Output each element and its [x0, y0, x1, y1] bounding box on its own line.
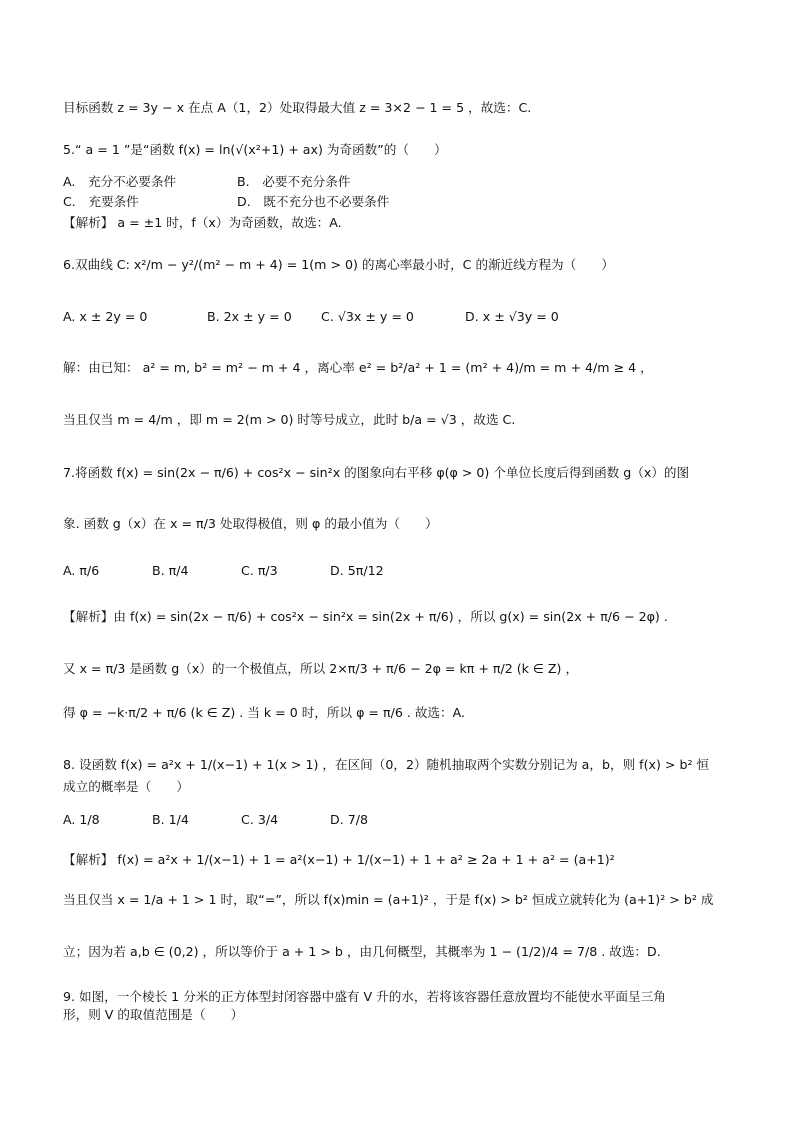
option-b: B. π/4 — [152, 563, 189, 578]
question-7-cont: 象. 函数 g（x）在 x = π/3 处取得极值，则 φ 的最小值为（ ） — [63, 516, 438, 531]
options-row — [63, 561, 754, 581]
solution-line: 又 x = π/3 是函数 g（x）的一个极值点，所以 2×π/3 + π/6 − 2φ = kπ + π/2 (k ∈ Z) ， — [63, 661, 579, 676]
options-row — [63, 192, 754, 212]
option-d: D. x ± √3y = 0 — [465, 309, 559, 324]
solution-line: 【解析】由 f(x) = sin(2x − π/6) + cos²x − sin²x = sin(2x + π/6) ，所以 g(x) = sin(2x + π/6 − 2φ) . — [63, 609, 668, 624]
option-d: D. 7/8 — [330, 812, 369, 827]
solution-line: 立；因为若 a,b ∈ (0,2) ，所以等价于 a + 1 > b ，由几何概型，其概率为 1 − (1/2)/4 = 7/8 . 故选：D. — [63, 944, 661, 959]
question-7: 7.将函数 f(x) = sin(2x − π/6) + cos²x − sin²x 的图象向右平移 φ(φ > 0) 个单位长度后得到函数 g（x）的图 — [63, 465, 690, 480]
question-9: 9. 如图，一个棱长 1 分米的正方体型封闭容器中盛有 V 升的水，若将该容器任意放置均不能使水平面呈三角 — [63, 989, 666, 1004]
option-a: A. π/6 — [63, 563, 100, 578]
option-b: B. 2x ± y = 0 — [207, 309, 292, 324]
solution-line: 得 φ = −k·π/2 + π/6 (k ∈ Z) . 当 k = 0 时，所以 φ = π/6 . 故选：A. — [63, 705, 466, 720]
question-8-cont: 成立的概率是（ ） — [63, 779, 189, 794]
solution-line: 【解析】 a = ±1 时，f（x）为奇函数，故选：A. — [63, 215, 342, 230]
option-c: C. √3x ± y = 0 — [321, 309, 414, 324]
options-row — [63, 172, 754, 192]
option-a: A. 1/8 — [63, 812, 100, 827]
question-5: 5.“ a = 1 ”是“函数 f(x) = ln(√(x²+1) + ax) 为奇函数”的（ ） — [63, 142, 447, 157]
question-9-cont: 形，则 V 的取值范围是（ ） — [63, 1007, 244, 1022]
option-b: B. 必要不充分条件 — [237, 174, 351, 189]
solution-line: 当且仅当 m = 4/m ，即 m = 2(m > 0) 时等号成立，此时 b/a = √3 ，故选 C. — [63, 412, 516, 427]
option-c: C. π/3 — [241, 563, 278, 578]
question-6: 6.双曲线 C: x²/m − y²/(m² − m + 4) = 1(m > 0) 的离心率最小时，C 的渐近线方程为（ ） — [63, 257, 615, 272]
text-line: 目标函数 z = 3y − x 在点 A（1，2）处取得最大值 z = 3×2 − 1 = 5 ，故选：C. — [63, 100, 532, 115]
solution-line: 当且仅当 x = 1/a + 1 > 1 时，取“=”，所以 f(x)min = (a+1)² ，于是 f(x) > b² 恒成立就转化为 (a+1)² > b² 成 — [63, 892, 714, 907]
option-c: C. 3/4 — [241, 812, 279, 827]
solution-line: 【解析】 f(x) = a²x + 1/(x−1) + 1 = a²(x−1) + 1/(x−1) + 1 + a² ≥ 2a + 1 + a² = (a+1)² — [63, 852, 615, 867]
option-d: D. 5π/12 — [330, 563, 384, 578]
option-a: A. x ± 2y = 0 — [63, 309, 148, 324]
solution-line: 解：由已知： a² = m, b² = m² − m + 4 ，离心率 e² = b²/a² + 1 = (m² + 4)/m = m + 4/m ≥ 4 ， — [63, 360, 653, 375]
option-b: B. 1/4 — [152, 812, 189, 827]
option-c: C. 充要条件 — [63, 194, 139, 209]
option-d: D. 既不充分也不必要条件 — [237, 194, 390, 209]
option-a: A. 充分不必要条件 — [63, 174, 177, 189]
options-row — [63, 810, 754, 830]
question-8: 8. 设函数 f(x) = a²x + 1/(x−1) + 1(x > 1) ，在区间（0，2）随机抽取两个实数分别记为 a，b，则 f(x) > b² 恒 — [63, 757, 710, 772]
options-row — [63, 307, 754, 327]
